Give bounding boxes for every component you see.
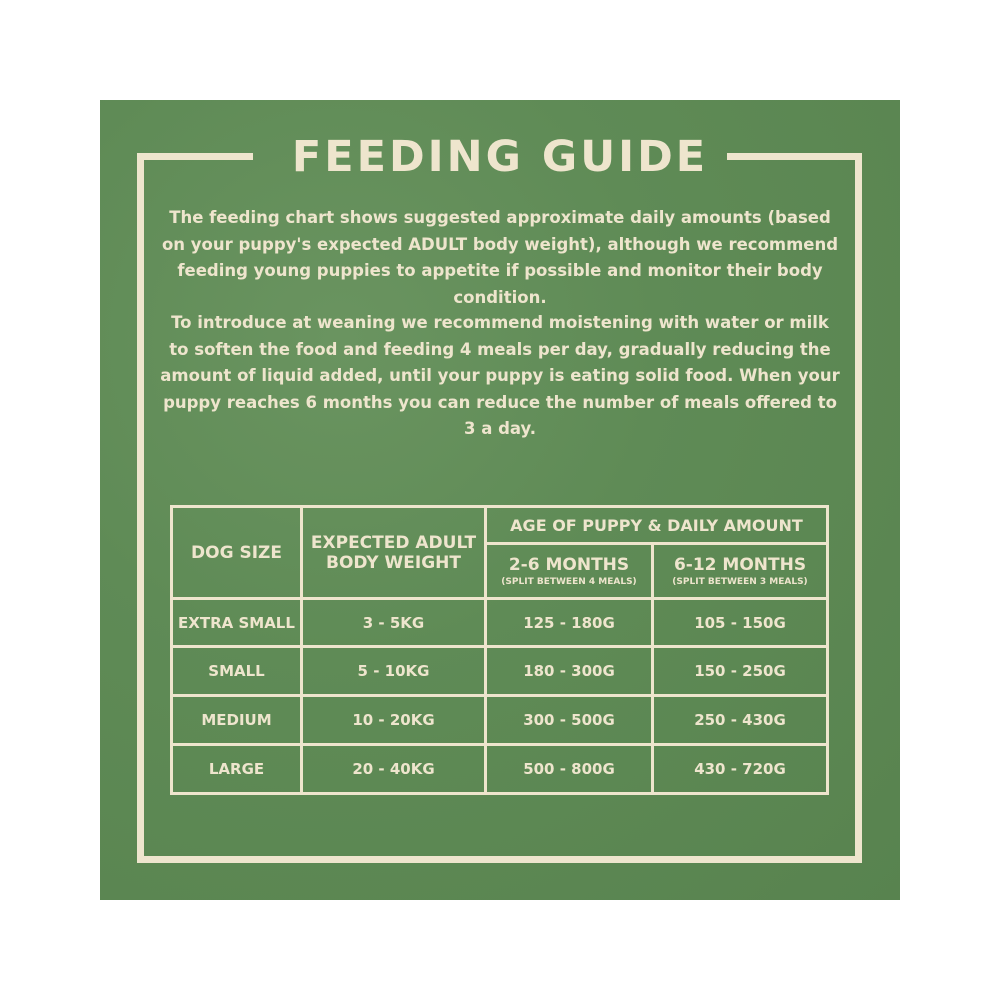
table-row <box>172 696 828 745</box>
frame-left <box>137 153 144 863</box>
cell-size: LARGE <box>172 745 302 794</box>
header-2-6-note: (SPLIT BETWEEN 4 MEALS) <box>501 577 637 587</box>
header-6-12-months <box>653 544 828 599</box>
table-row <box>172 647 828 696</box>
weaning-paragraph: To introduce at weaning we recommend moistening with water or milk to soften the food and feeding 4 meals per day, gradually reducing the amount of liquid added, until your puppy is eating solid food. When your puppy reaches 6 months you can reduce the number of meals offered to 3 a day. <box>160 313 840 438</box>
cell-6-12: 430 - 720G <box>653 745 828 794</box>
cell-size: MEDIUM <box>172 696 302 745</box>
cell-size: SMALL <box>172 647 302 696</box>
feeding-guide-panel <box>100 100 900 900</box>
page-title: FEEDING GUIDE <box>291 132 709 182</box>
header-2-6-months <box>486 544 653 599</box>
table-row <box>172 745 828 794</box>
header-dog-size: DOG SIZE <box>172 507 302 599</box>
header-body-weight: EXPECTED ADULT BODY WEIGHT <box>302 507 486 599</box>
cell-weight: 3 - 5KG <box>302 599 486 647</box>
feeding-table <box>170 505 829 795</box>
cell-weight: 20 - 40KG <box>302 745 486 794</box>
cell-2-6: 500 - 800G <box>486 745 653 794</box>
cell-weight: 10 - 20KG <box>302 696 486 745</box>
cell-size: EXTRA SMALL <box>172 599 302 647</box>
cell-6-12: 250 - 430G <box>653 696 828 745</box>
intro-paragraph: The feeding chart shows suggested approximate daily amounts (based on your puppy's expected ADULT body weight), although we recommend feeding young puppies to appetite if possible and monitor their body condition. <box>161 208 839 307</box>
cell-2-6: 125 - 180G <box>486 599 653 647</box>
header-6-12-note: (SPLIT BETWEEN 3 MEALS) <box>672 577 808 587</box>
header-2-6-label: 2-6 MONTHS <box>508 555 630 575</box>
frame-bottom <box>137 856 862 863</box>
header-6-12-label: 6-12 MONTHS <box>673 555 807 575</box>
table-row <box>172 599 828 647</box>
cell-2-6: 300 - 500G <box>486 696 653 745</box>
frame-right <box>855 153 862 863</box>
cell-2-6: 180 - 300G <box>486 647 653 696</box>
cell-weight: 5 - 10KG <box>302 647 486 696</box>
cell-6-12: 105 - 150G <box>653 599 828 647</box>
cell-6-12: 150 - 250G <box>653 647 828 696</box>
header-age: AGE OF PUPPY & DAILY AMOUNT <box>486 507 828 544</box>
